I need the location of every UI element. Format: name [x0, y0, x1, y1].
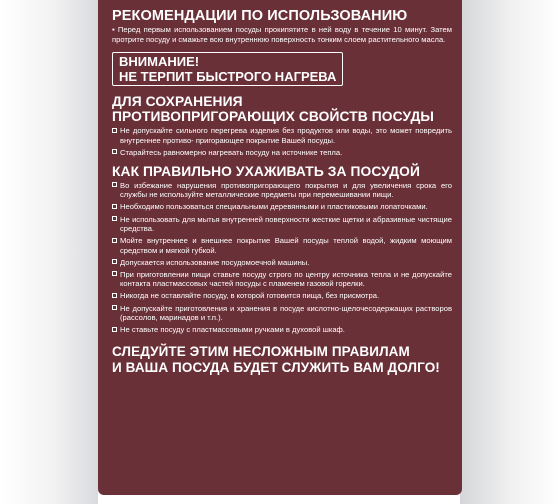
section-care-title: КАК ПРАВИЛЬНО УХАЖИВАТЬ ЗА ПОСУДОЙ — [112, 163, 421, 179]
checkbox-bullet-icon — [112, 216, 117, 221]
checkbox-bullet-icon — [112, 305, 117, 310]
checkbox-bullet-icon — [112, 128, 117, 133]
checkbox-bullet-icon — [112, 238, 117, 243]
section-care-list — [112, 181, 452, 335]
section-preserve-title-line-1: ДЛЯ СОХРАНЕНИЯ — [112, 94, 243, 110]
section-preserve-title — [112, 94, 452, 124]
warning-line-1: ВНИМАНИЕ! — [119, 54, 200, 70]
list-item: Во избежание нарушения противопригорающего покрытия и для увеличения срока его службы не используйте металлические предметы при перемешивании пищи. — [112, 181, 452, 200]
list-item: Мойте внутреннее и внешнее покрытие Вашей посуды теплой водой, жидким моющим средством и мягкой губкой. — [112, 236, 452, 255]
checkbox-bullet-icon — [112, 149, 117, 154]
list-item: Не ставьте посуду с пластмассовыми ручками в духовой шкаф. — [112, 325, 452, 335]
checkbox-bullet-icon — [112, 182, 117, 187]
section-usage-text: ▪ Перед первым использованием посуды прокипятите в ней воду в течение 10 минут. Затем протрите посуду и смажьте всю внутреннюю поверхность тонким слоем растительного масла. — [112, 25, 452, 44]
section-preserve-title-line-2: ПРОТИВОПРИГОРАЮЩИХ СВОЙСТВ ПОСУДЫ — [112, 109, 434, 125]
section-preserve-list — [112, 126, 452, 157]
instruction-card — [98, 0, 462, 495]
list-item: Не допускайте приготовления и хранения в посуде кислотно-щелочесодержащих растворов (рассолов, маринадов и т.п.). — [112, 304, 452, 323]
closing-line-1: СЛЕДУЙТЕ ЭТИМ НЕСЛОЖНЫМ ПРАВИЛАМ — [112, 343, 410, 359]
checkbox-bullet-icon — [112, 293, 117, 298]
list-item: Старайтесь равномерно нагревать посуду на источнике тепла. — [112, 148, 452, 158]
list-item: При приготовлении пищи ставьте посуду строго по центру источника тепла и не допускайте контакта пластмассовых частей посуды с пламенем газовой горелки. — [112, 270, 452, 289]
checkbox-bullet-icon — [112, 327, 117, 332]
warning-line-2: НЕ ТЕРПИТ БЫСТРОГО НАГРЕВА — [119, 69, 337, 85]
section-usage-title: РЕКОМЕНДАЦИИ ПО ИСПОЛЬЗОВАНИЮ — [112, 8, 408, 24]
list-item: Допускается использование посудомоечной машины. — [112, 258, 452, 268]
closing-message — [112, 344, 452, 376]
list-item: Никогда не оставляйте посуду, в которой готовится пища, без присмотра. — [112, 291, 452, 301]
checkbox-bullet-icon — [112, 204, 117, 209]
checkbox-bullet-icon — [112, 259, 117, 264]
background-right — [460, 0, 560, 504]
warning-box — [112, 52, 343, 86]
list-item: Не допускайте сильного перегрева изделия без продуктов или воды, это может повредить внутреннее противо- пригорающее покрытие Вашей посуды. — [112, 126, 452, 145]
list-item: Необходимо пользоваться специальными деревянными и пластиковыми лопаточками. — [112, 202, 452, 212]
bullet-square-icon: ▪ — [112, 25, 116, 34]
checkbox-bullet-icon — [112, 271, 117, 276]
background-left — [0, 0, 98, 504]
list-item: Не использовать для мытья внутренней поверхности жесткие щетки и абразивные чистящие средства. — [112, 215, 452, 234]
closing-line-2: И ВАША ПОСУДА БУДЕТ СЛУЖИТЬ ВАМ ДОЛГО! — [112, 359, 440, 375]
